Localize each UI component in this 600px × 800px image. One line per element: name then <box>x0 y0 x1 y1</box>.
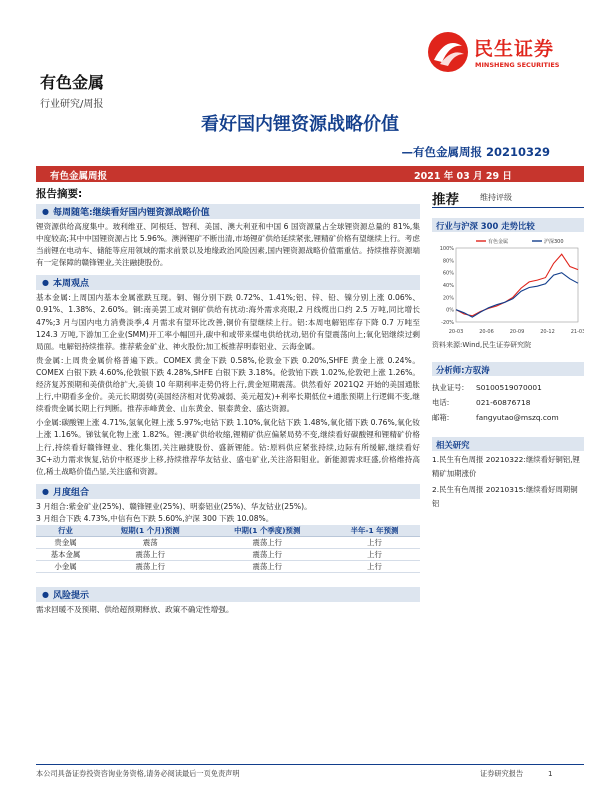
legend-label: 沪深300 <box>544 239 564 245</box>
analyst-heading: 分析师:方驭涛 <box>432 362 584 376</box>
analyst-line <box>432 410 584 425</box>
report-date: 2021 年 03 月 29 日 <box>414 171 512 182</box>
analyst-value: 021-60876718 <box>476 398 531 407</box>
header-band <box>36 166 584 182</box>
analyst-key: 执业证号: <box>432 383 465 392</box>
table-cell: 上行 <box>329 560 420 572</box>
logo-emblem-icon <box>426 30 470 74</box>
y-tick-label: 80% <box>442 258 454 265</box>
series-line-sector <box>456 254 578 316</box>
bullet-icon: ● <box>42 278 49 288</box>
bullet-icon: ● <box>42 207 49 216</box>
section-heading <box>36 587 420 602</box>
trend-chart <box>432 236 584 336</box>
x-tick-label: 21-03 <box>570 329 584 335</box>
table-cell: 震荡上行 <box>206 548 329 560</box>
x-tick-label: 20-09 <box>509 329 525 335</box>
logo-english-name: MINSHENG SECURITIES <box>475 61 560 69</box>
table-cell: 小金属 <box>36 560 95 572</box>
portfolio-line: 3 月组合:紫金矿业(25%)、赣锋锂业(25%)、明泰铝业(25%)、华友钴业(25%)。 <box>36 501 312 511</box>
related-report-link[interactable]: 2.民生有色周报 20210315:继续看好周期铜铝 <box>432 485 578 508</box>
chart-frame <box>456 248 578 322</box>
x-tick-label: 20-03 <box>448 329 464 335</box>
table-cell: 震荡上行 <box>95 548 205 560</box>
table-cell: 基本金属 <box>36 548 95 560</box>
section-heading-text: 每周随笔:继续看好国内锂资源战略价值 <box>52 208 210 218</box>
section-heading <box>36 204 420 219</box>
table-header: 中期(1 个季度)预测 <box>206 525 329 537</box>
table-row <box>36 560 420 572</box>
table-cell: 上行 <box>329 536 420 548</box>
company-logo <box>426 28 586 78</box>
table-row <box>36 536 420 548</box>
y-tick-label: 100% <box>439 246 454 252</box>
analyst-line <box>432 395 584 410</box>
paragraph: 贵金属:上周贵金属价格普遍下跌。COMEX 黄金下跌 0.58%,伦敦金下跌 0.20%,SHFE 黄金上涨 0.24%。COMEX 白银下跌 4.60%,伦敦银下跌 4.28%,SHFE 白银下跌 3.18%。伦敦铂下跌 1.02%,伦敦钯上涨 1.26%。经济复苏预期和美债供给扩大,美债 10 年期利率走势仍将上行,黄金短期震荡。供然看好 2021Q2 开始的美国通胀上行,中期看多金价。美元长期弱势(美国经济相对优势减弱、美元超发)+利率长期低位+通胀预期上行逻辑不变,继续看贵金属长期上行判断。推荐赤峰黄金、山东黄金、银泰黄金、盛达资源。 <box>36 355 420 414</box>
y-tick-label: 20% <box>442 295 454 302</box>
section-heading-text: 月度组合 <box>52 487 89 498</box>
analyst-email: fangyutao@mszq.com <box>476 413 559 422</box>
table-cell: 震荡上行 <box>95 560 205 572</box>
trend-chart-svg <box>432 236 584 336</box>
bullet-icon: ● <box>42 486 49 496</box>
related-heading: 相关研究 <box>432 437 584 451</box>
legend-label: 有色金属 <box>488 239 509 245</box>
section-heading <box>36 275 420 290</box>
chart-source: 资料来源:Wind,民生证券研究院 <box>432 341 532 349</box>
rating-label: 推荐 <box>432 192 459 208</box>
analyst-info <box>432 380 584 425</box>
report-type: 行业研究/周报 <box>40 99 104 110</box>
table-cell: 震荡 <box>95 536 205 548</box>
logo-name: 民生证券 <box>474 38 555 60</box>
footer-disclaimer: 本公司具备证券投资咨询业务资格,请务必阅读最后一页免责声明 <box>36 769 240 778</box>
bullet-icon: ● <box>42 589 49 599</box>
chart-heading: 行业与沪深 300 走势比较 <box>432 218 584 232</box>
table-cell: 上行 <box>329 548 420 560</box>
forecast-table <box>36 525 420 573</box>
rating-status: 维持评级 <box>480 193 512 202</box>
page-title: 看好国内锂资源战略价值 <box>201 114 399 135</box>
section-heading-text: 风险提示 <box>52 590 89 601</box>
analyst-line <box>432 380 584 395</box>
paragraph: 基本金属:上周国内基本金属涨跌互现。铜、锡分别下跌 0.72%、1.41%;铝、锌、铅、镍分别上涨 0.06%、0.91%、1.38%、2.60%。铜:南美罢工或对铜矿供给有扰动:海外需求亮眼,2 月线缆出口约 2.5 万吨,同比增长 47%;3 月与国内电力消费淡季,4 月需求有望环比改善,铜价有望继续上行。铝:本周电解铝库存下降 0.7 万吨至 124.3 万吨,下游加工企业(SMM)开工率小幅回升,碳中和或带来煤电供给扰动,铝价有望震荡向上;氧化铝继续过剩局面。电解铝持续推荐。推荐紫金矿业、神火股份;加工板推荐明泰铝业、云海金属。 <box>36 293 420 351</box>
related-report-link[interactable]: 1.民生有色周报 20210322:继续看好铜铝,锂精矿加期涨价 <box>432 455 580 478</box>
y-tick-label: -20% <box>441 320 454 326</box>
page-subtitle: —有色金属周报 20210329 <box>401 145 550 159</box>
analyst-key: 电话: <box>432 398 450 407</box>
table-header: 半年-1 年预测 <box>329 525 420 537</box>
table-header: 短期(1 个月)预测 <box>95 525 205 537</box>
paragraph: 小金属:碳酸锂上涨 4.71%,氢氧化锂上涨 5.97%;电钴下跌 1.10%,氧化钴下跌 1.48%,氧化镨下跌 0.76%,氧化钕上涨 1.16%。锑钛氧化物上涨 1.82%。锂:澳矿供给收缩,锂精矿供应偏紧局势不变,继续看好碳酸锂和锂精矿价格上行,持续看好赣锋锂业、雅化集团,关注融捷股份、盛新锂能。钴:原料供应紧张持续,边际有所缓解,继续看好 3C+动力需求恢复,钴价中枢逐步上移,持续推荐华友钴业、盛屯矿业,关注洛阳钼业。新能源需求旺盛,价格维持高位,稀土战略价值凸显,关注盛和资源。 <box>36 418 420 476</box>
band-label: 有色金属周报 <box>50 171 108 182</box>
table-header-row <box>36 525 420 537</box>
footer-divider <box>36 764 584 765</box>
portfolio-line: 3 月组合下跌 4.73%,中信有色下跌 5.60%,沪深 300 下跌 10.08%。 <box>36 513 274 523</box>
main-content <box>36 200 420 616</box>
sidebar <box>432 186 584 511</box>
paragraph: 锂资源供给高度集中。玻利维亚、阿根廷、智利、美国、澳大利亚和中国 6 国资源量占全球锂资源总量的 81%,集中度较高;其中中国锂资源占比 5.96%。澳洲锂矿不断出清,市场锂矿供给延续紧张,锂精矿价格有望继续上行。考虑当前锂在电动车、储能等应用领域的需求前景以及地缘政治风险因素,国内锂资源战略价值需重估。持续推荐资源端有一定保障的赣锋锂业,关注融捷股份。 <box>36 222 420 268</box>
sector-name: 有色金属 <box>40 73 105 92</box>
table-cell: 震荡上行 <box>206 536 329 548</box>
table-cell: 贵金属 <box>36 536 95 548</box>
table-header: 行业 <box>36 525 95 537</box>
y-tick-label: 60% <box>442 270 454 277</box>
abstract-heading: 报告摘要: <box>36 188 83 200</box>
series-line-index <box>456 273 578 317</box>
y-tick-label: 0% <box>446 307 454 314</box>
page-number: 1 <box>548 769 553 778</box>
y-tick-label: 40% <box>442 283 454 289</box>
section-heading-text: 本周观点 <box>52 279 89 290</box>
analyst-key: 邮箱: <box>432 413 450 422</box>
risk-text: 需求回暖不及预期、供给超预期释放、政策不确定性增强。 <box>36 604 234 614</box>
section-heading <box>36 484 420 499</box>
footer-label: 证券研究报告 <box>480 769 524 778</box>
x-tick-label: 20-06 <box>479 329 494 335</box>
rating-row <box>432 186 584 208</box>
table-cell: 震荡上行 <box>206 560 329 572</box>
x-tick-label: 20-12 <box>540 329 555 335</box>
analyst-value: S0100519070001 <box>476 383 542 392</box>
table-row <box>36 548 420 560</box>
